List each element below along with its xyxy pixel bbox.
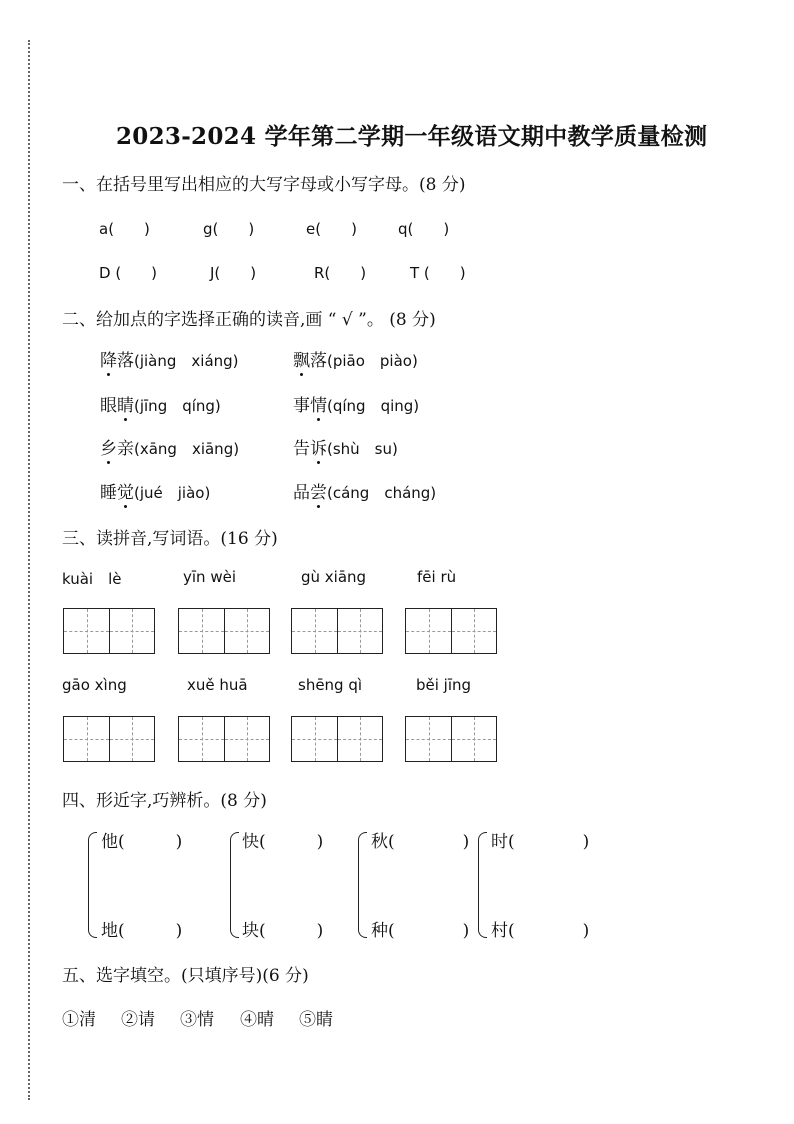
writing-grid[interactable]: [63, 608, 155, 654]
pair-top[interactable]: 秋( ): [371, 832, 470, 852]
choice-option: ③情: [180, 1010, 214, 1030]
pinyin-options[interactable]: (qíng qing): [327, 397, 420, 415]
brace: [478, 832, 487, 938]
writing-cell[interactable]: [337, 717, 382, 761]
reading-item: [293, 391, 419, 416]
writing-cell[interactable]: [109, 717, 154, 761]
writing-grid[interactable]: [291, 716, 383, 762]
pinyin-label: gù xiāng: [301, 568, 367, 586]
pinyin-options[interactable]: (shù su): [327, 440, 398, 458]
pair-bottom[interactable]: 村( ): [491, 921, 590, 941]
dotted-char: 飘: [293, 346, 310, 371]
word-char: 告: [293, 439, 310, 459]
writing-cell[interactable]: [406, 717, 451, 761]
word-char: 落: [117, 351, 134, 371]
choice-option: ④晴: [240, 1010, 274, 1030]
reading-item: [100, 391, 221, 416]
reading-item: [100, 346, 239, 371]
word-char: 事: [293, 396, 310, 416]
binding-dotted-line: [28, 40, 30, 1100]
writing-cell[interactable]: [292, 609, 337, 653]
brace: [88, 832, 97, 938]
writing-cell[interactable]: [224, 717, 269, 761]
dotted-char: 睛: [117, 391, 134, 416]
pinyin-options[interactable]: (jiàng xiáng): [134, 352, 239, 370]
choice-option: ②请: [121, 1010, 155, 1030]
letter-blank[interactable]: a( ): [99, 220, 150, 238]
writing-cell[interactable]: [337, 609, 382, 653]
word-char: 眼: [100, 396, 117, 416]
pair-top[interactable]: 时( ): [491, 832, 590, 852]
choice-option: ⑤睛: [299, 1010, 333, 1030]
pinyin-label: fēi rù: [417, 568, 457, 586]
dotted-char: 乡: [100, 434, 117, 459]
pinyin-options[interactable]: (piāo piào): [327, 352, 418, 370]
writing-cell[interactable]: [179, 609, 224, 653]
pair-bottom[interactable]: 块( ): [242, 921, 324, 941]
pinyin-label: yīn wèi: [183, 568, 236, 586]
dotted-char: 降: [100, 346, 117, 371]
writing-cell[interactable]: [64, 717, 109, 761]
word-char: 睡: [100, 483, 117, 503]
pair-bottom[interactable]: 种( ): [371, 921, 470, 941]
choice-option: ①清: [62, 1010, 96, 1030]
word-char: 亲: [117, 439, 134, 459]
writing-cell[interactable]: [406, 609, 451, 653]
dotted-char: 情: [310, 391, 327, 416]
page-title: 2023-2024 学年第二学期一年级语文期中教学质量检测: [116, 123, 708, 150]
word-char: 落: [310, 351, 327, 371]
pinyin-options[interactable]: (cáng cháng): [327, 484, 437, 502]
writing-cell[interactable]: [451, 609, 496, 653]
pinyin-options[interactable]: (jué jiào): [134, 484, 211, 502]
pinyin-label: kuài lè: [62, 570, 122, 588]
section-4-heading: 四、形近字,巧辨析。(8 分): [62, 791, 267, 811]
pinyin-label: xuě huā: [187, 676, 248, 694]
pair-top[interactable]: 他( ): [101, 832, 183, 852]
writing-cell[interactable]: [224, 609, 269, 653]
pair-bottom[interactable]: 地( ): [101, 921, 183, 941]
letter-blank[interactable]: D ( ): [99, 264, 158, 282]
brace: [358, 832, 367, 938]
writing-cell[interactable]: [179, 717, 224, 761]
section-2-heading: 二、给加点的字选择正确的读音,画 “ √ ”。 (8 分): [62, 310, 436, 330]
writing-cell[interactable]: [292, 717, 337, 761]
dotted-char: 觉: [117, 478, 134, 503]
writing-grid[interactable]: [178, 716, 270, 762]
word-char: 品: [293, 483, 310, 503]
section-3-heading: 三、读拼音,写词语。(16 分): [62, 529, 278, 549]
dotted-char: 尝: [310, 478, 327, 503]
pinyin-label: gāo xìng: [62, 676, 127, 694]
pinyin-options[interactable]: (xāng xiāng): [134, 440, 240, 458]
writing-grid[interactable]: [63, 716, 155, 762]
section-1-heading: 一、在括号里写出相应的大写字母或小写字母。(8 分): [62, 175, 466, 195]
writing-cell[interactable]: [109, 609, 154, 653]
letter-blank[interactable]: q( ): [398, 220, 450, 238]
reading-item: [100, 434, 239, 459]
dotted-char: 诉: [310, 434, 327, 459]
letter-blank[interactable]: J( ): [210, 264, 257, 282]
pinyin-options[interactable]: (jīng qíng): [134, 397, 221, 415]
writing-grid[interactable]: [405, 608, 497, 654]
writing-grid[interactable]: [291, 608, 383, 654]
letter-blank[interactable]: g( ): [203, 220, 255, 238]
section-5-heading: 五、选字填空。(只填序号)(6 分): [62, 966, 309, 986]
letter-blank[interactable]: T ( ): [410, 264, 466, 282]
reading-item: [293, 346, 418, 371]
reading-item: [100, 478, 210, 503]
letter-blank[interactable]: R( ): [314, 264, 367, 282]
pinyin-label: běi jīng: [416, 676, 472, 694]
writing-cell[interactable]: [64, 609, 109, 653]
reading-item: [293, 478, 436, 503]
pair-top[interactable]: 快( ): [242, 832, 324, 852]
brace: [230, 832, 239, 938]
writing-grid[interactable]: [178, 608, 270, 654]
letter-blank[interactable]: e( ): [306, 220, 357, 238]
pinyin-label: shēng qì: [298, 676, 363, 694]
writing-cell[interactable]: [451, 717, 496, 761]
writing-grid[interactable]: [405, 716, 497, 762]
reading-item: [293, 434, 398, 459]
